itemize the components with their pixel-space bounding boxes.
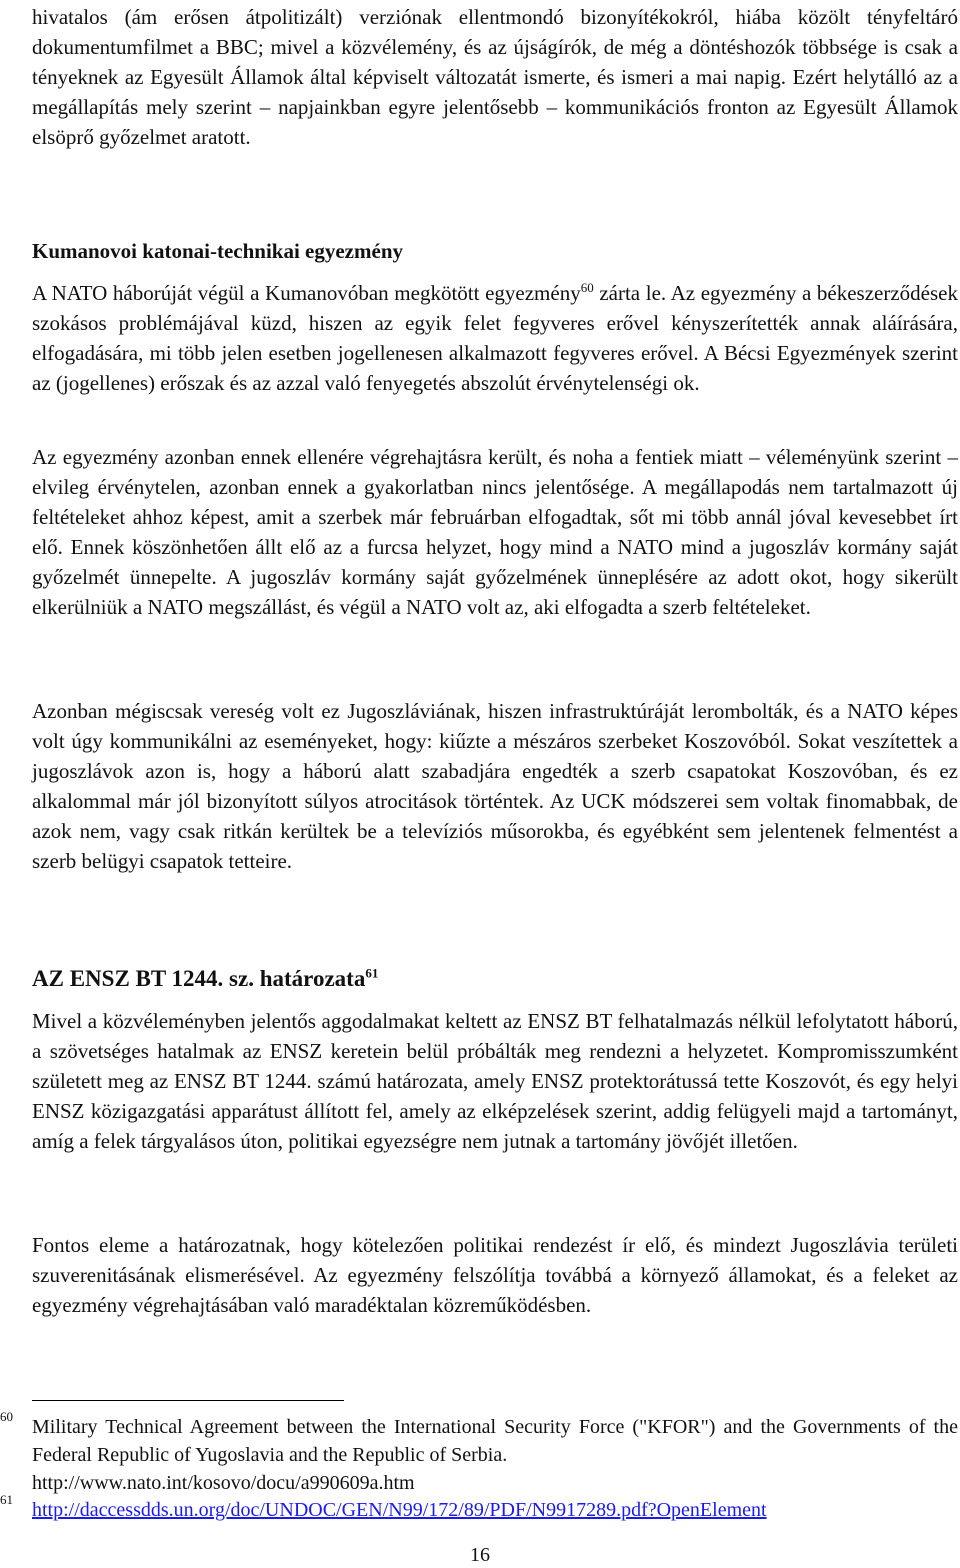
footnote-61 bbox=[0, 1492, 958, 1524]
paragraph-kumanovo-1 bbox=[32, 278, 958, 398]
page-number: 16 bbox=[470, 1544, 490, 1566]
paragraph-text: zárta le. Az egyezmény a békeszerződések szokásos problémájával küzd, hiszen az egyik felet fegyveres erővel kényszerítették annak aláírására, elfogadására, mi több jelen esetben jogellenesen alkalmazott fegyveres erővel. A Bécsi Egyezmények szerint az (jogellenes) erőszak és az azzal való fenyegetés abszolút érvénytelenségi ok. bbox=[32, 281, 958, 395]
footnote-divider bbox=[32, 1400, 344, 1401]
paragraph-intro: hivatalos (ám erősen átpolitizált) verziónak ellentmondó bizonyítékokról, hiába közölt tényfeltáró dokumentumfilmet a BBC; mivel a közvélemény, és az újságírók, de még a döntéshozók többsége is csak a tényeknek az Egyesült Államok által képviselt változatát ismerte, és ismeri a mai napig. Ezért helytálló az a megállapítás mely szerint – napjainkban egyre jelentősebb – kommunikációs fronton az Egyesült Államok elsöprő győzelmet aratott. bbox=[32, 5, 958, 149]
footnote-link[interactable]: http://daccessdds.un.org/doc/UNDOC/GEN/N99/172/89/PDF/N9917289.pdf?OpenElement bbox=[32, 1499, 767, 1521]
paragraph-kumanovo-3: Azonban mégiscsak vereség volt ez Jugoszláviának, hiszen infrastruktúráját lerombolták, és a NATO képes volt úgy kommunikálni az eseményeket, hogy: kiűzte a mészáros szerbeket Koszovóból. Sokat veszítettek a jugoszlávok azon is, hogy a háború alatt szabadjára engedték a szerb csapatokat Koszovóban, és ez alkalommal már jól bizonyított súlyos atrocitások történtek. Az UCK módszerei sem voltak finomabbak, de azok nem, vagy csak ritkán kerültek be a televíziós műsorokba, és egyébként sem jelentenek felmentést a szerb belügyi csapatok tetteire. bbox=[32, 699, 958, 873]
footnote-url: http://www.nato.int/kosovo/docu/a990609a.htm bbox=[32, 1472, 415, 1494]
footnote-ref-60[interactable]: 60 bbox=[580, 280, 594, 295]
paragraph-unsc-2: Fontos eleme a határozatnak, hogy kötelezően politikai rendezést ír elő, és mindezt Jugoszlávia területi szuverenitásának elismerésével. Az egyezmény felszólítja továbbá a környező államokat, és a feleket az egyezmény végrehajtásában való maradéktalan közreműködésben. bbox=[32, 1233, 958, 1317]
section-heading-unsc-1244 bbox=[32, 963, 378, 995]
footnote-text: Military Technical Agreement between the International Security Force ("KFOR") and the Governments of the Federal Republic of Yugoslavia and the Republic of Serbia. bbox=[32, 1416, 958, 1466]
heading-text: AZ ENSZ BT 1244. sz. határozata bbox=[32, 966, 366, 991]
footnote-mark: 60 bbox=[0, 1409, 13, 1424]
paragraph-unsc-1: Mivel a közvéleményben jelentős aggodalmakat keltett az ENSZ BT felhatalmazás nélkül lefolytatott háború, a szövetséges hatalmak az ENSZ keretein belül próbálták meg rendezni a helyzetet. Kompromisszumként született meg az ENSZ BT 1244. számú határozata, amely ENSZ protektorátussá tette Koszovót, és egy helyi ENSZ közigazgatási apparátust állított fel, amely az elképzelések szerint, addig felügyeli majd a tartományt, amíg a felek tárgyalásos úton, politikai egyezségre nem jutnak a tartomány jövőjét illetően. bbox=[32, 1009, 958, 1153]
footnote-ref-61[interactable]: 61 bbox=[365, 965, 379, 981]
paragraph-kumanovo-2: Az egyezmény azonban ennek ellenére végrehajtásra került, és noha a fentiek miatt – véleményünk szerint – elvileg érvénytelen, azonban ennek a gyakorlatban nincs jelentősége. A megállapodás nem tartalmazott új feltételeket ahhoz képest, amit a szerbek már februárban elfogadtak, sőt mi több annál jóval kevesebbet írt elő. Ennek köszönhetően állt elő az a furcsa helyzet, hogy mind a NATO mind a jugoszláv kormány saját győzelmét ünnepelte. A jugoszláv kormány saját győzelmének ünneplésére az adott okot, hogy sikerült elkerülniük a NATO megszállást, és végül a NATO volt az, aki elfogadta a szerb feltételeket. bbox=[32, 445, 958, 619]
footnote-mark: 61 bbox=[0, 1492, 13, 1507]
section-heading-kumanovo: Kumanovoi katonai-technikai egyezmény bbox=[32, 239, 403, 263]
footnote-60 bbox=[0, 1409, 958, 1497]
paragraph-text: A NATO háborúját végül a Kumanovóban megkötött egyezmény bbox=[32, 281, 581, 305]
